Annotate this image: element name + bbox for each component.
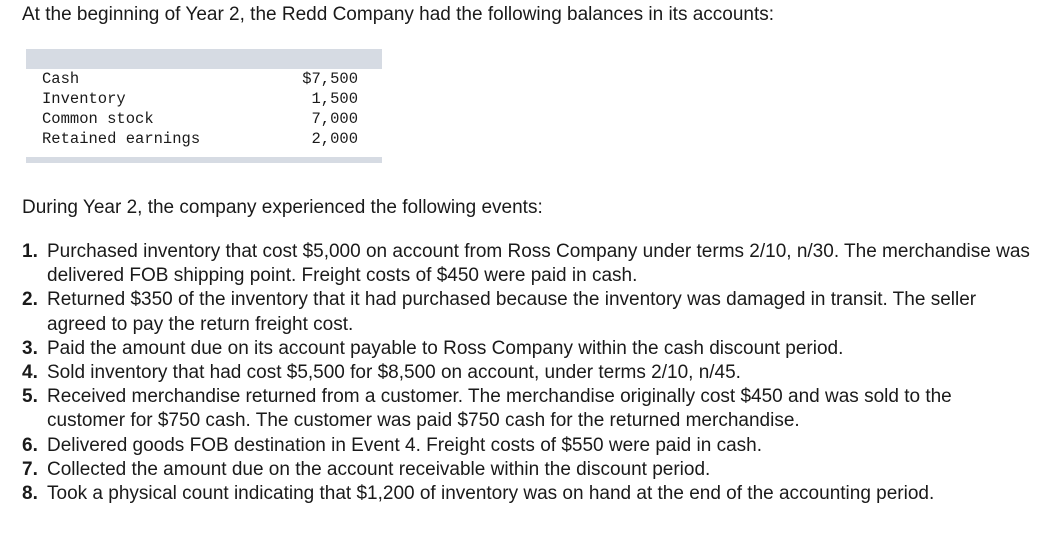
account-amount: $7,500 (302, 70, 358, 88)
event-number: 6. (22, 434, 38, 456)
event-text: Received merchandise returned from a customer. The merchandise originally cost $450 and was sold to the customer for $750 cash. The customer was paid $750 cash for the returned merchandise. (47, 386, 952, 432)
balance-row-retained-earnings (26, 129, 382, 149)
balances-table (26, 49, 382, 163)
event-item-1 (22, 240, 1032, 288)
table-header-bar (26, 49, 382, 69)
account-name: Common stock (42, 110, 154, 128)
event-item-3 (22, 337, 1032, 361)
account-amount: 2,000 (311, 130, 358, 148)
events-heading: During Year 2, the company experienced the following events: (22, 197, 543, 218)
event-number: 1. (22, 241, 38, 262)
event-text: Paid the amount due on its account payable to Ross Company within the cash discount period. (47, 337, 844, 359)
account-amount: 7,000 (311, 110, 358, 128)
events-list (22, 240, 1032, 506)
balances-rows (26, 69, 382, 149)
event-text: Collected the amount due on the account receivable within the discount period. (47, 458, 711, 480)
event-item-4 (22, 361, 1032, 385)
account-name: Inventory (42, 90, 126, 108)
event-text: Sold inventory that had cost $5,500 for $8,500 on account, under terms 2/10, n/45. (47, 362, 741, 384)
intro-text: At the beginning of Year 2, the Redd Company had the following balances in its accounts: (22, 4, 775, 25)
account-amount: 1,500 (311, 90, 358, 108)
balance-row-common-stock (26, 109, 382, 129)
event-item-2 (22, 288, 1032, 336)
event-number: 7. (22, 458, 38, 480)
account-name: Retained earnings (42, 130, 201, 148)
event-number: 5. (22, 386, 38, 408)
event-item-6 (22, 434, 1032, 458)
balance-row-inventory (26, 89, 382, 109)
event-item-7 (22, 458, 1032, 482)
event-item-5 (22, 385, 1032, 433)
event-text: Purchased inventory that cost $5,000 on account from Ross Company under terms 2/10, n/30. The merchandise was delivered FOB shipping point. Freight costs of $450 were paid in cash. (47, 241, 1030, 287)
table-footer-bar (26, 157, 382, 163)
event-number: 3. (22, 337, 38, 359)
event-number: 8. (22, 483, 38, 505)
event-text: Took a physical count indicating that $1,200 of inventory was on hand at the end of the accounting period. (47, 483, 935, 505)
account-name: Cash (42, 70, 80, 88)
event-number: 2. (22, 289, 38, 311)
event-number: 4. (22, 362, 38, 384)
event-text: Delivered goods FOB destination in Event 4. Freight costs of $550 were paid in cash. (47, 434, 763, 456)
event-item-8 (22, 482, 1032, 506)
balance-row-cash (26, 69, 382, 89)
event-text: Returned $350 of the inventory that it had purchased because the inventory was damaged in transit. The seller agreed to pay the return freight cost. (47, 289, 977, 335)
